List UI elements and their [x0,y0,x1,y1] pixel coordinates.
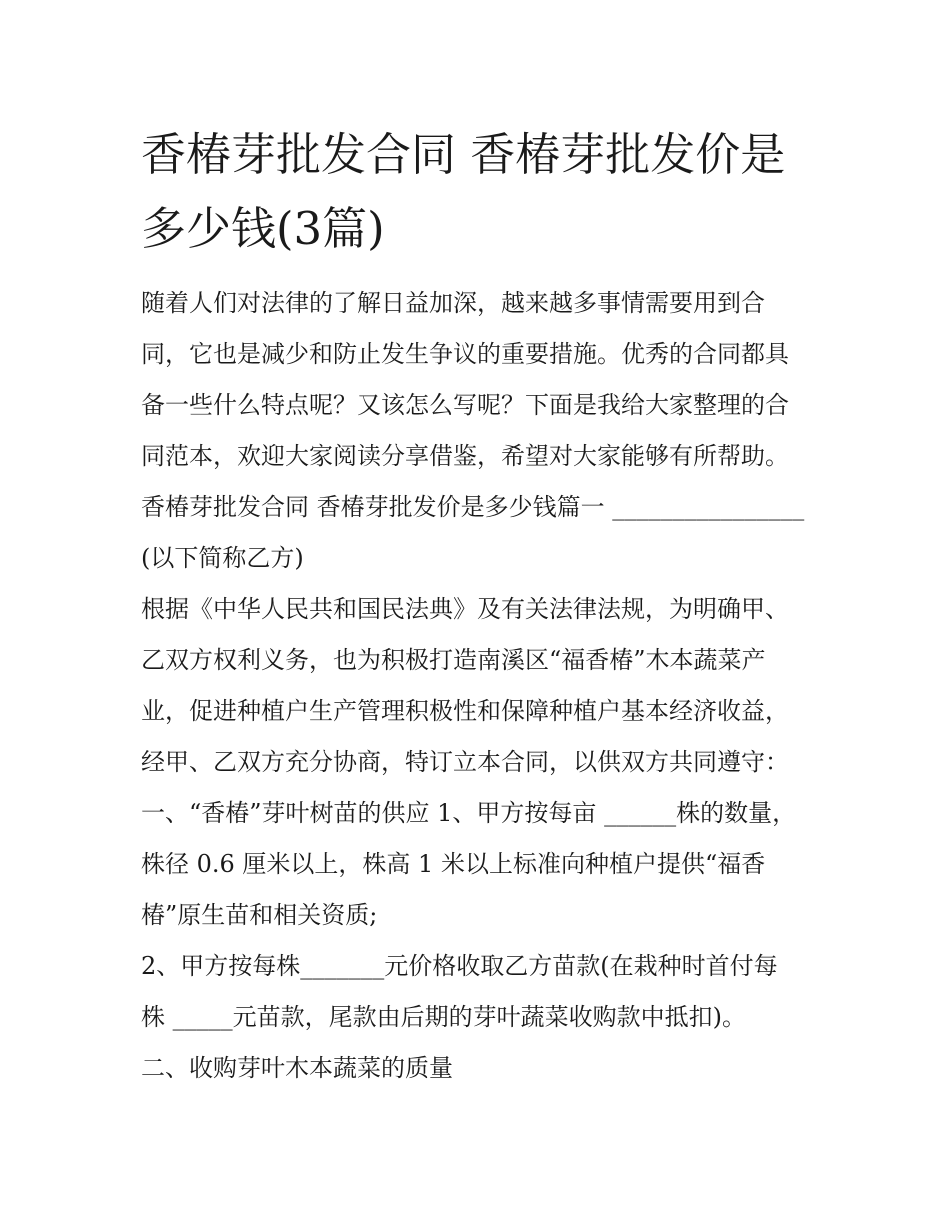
document-body [141,278,817,1094]
document-title: 香椿芽批发合同 香椿芽批发价是多少钱(3篇) [141,128,786,255]
body-line: 备一些什么特点呢？又该怎么写呢？下面是我给大家整理的合 [141,391,789,419]
body-line: 椿”原生苗和相关资质; [141,901,378,929]
body-line: (以下简称乙方) [141,544,304,572]
clause-line: 2、甲方按每株_______元价格收取乙方苗款(在栽种时首付每 [141,952,778,980]
clause-line: 二、收购芽叶木本蔬菜的质量 [141,1054,453,1082]
body-line: 随着人们对法律的了解日益加深，越来越多事情需要用到合 [141,289,765,317]
body-line: 业，促进种植户生产管理积极性和保障种植户基本经济收益， [141,697,789,725]
body-line: 根据《中华人民共和国民法典》及有关法律法规，为明确甲、 [141,595,789,623]
clause-line: 一、“香椿”芽叶树苗的供应 1、甲方按每亩 ______株的数量， [141,799,797,827]
body-line: 乙双方权利义务，也为积极打造南溪区“福香椿”木本蔬菜产 [141,646,766,674]
body-line: 株径 0.6 厘米以上，株高 1 米以上标准向种植户提供“福香 [141,850,766,878]
body-line: 经甲、乙双方充分协商，特订立本合同，以供双方共同遵守： [141,748,789,776]
body-line: 同范本，欢迎大家阅读分享借鉴，希望对大家能够有所帮助。 [141,442,789,470]
body-line: 株 _____元苗款，尾款由后期的芽叶蔬菜收购款中抵扣)。 [141,1003,746,1031]
body-line: 同，它也是减少和防止发生争议的重要措施。优秀的合同都具 [141,340,789,368]
section-heading-line: 香椿芽批发合同 香椿芽批发价是多少钱篇一 ________________ [141,493,805,521]
